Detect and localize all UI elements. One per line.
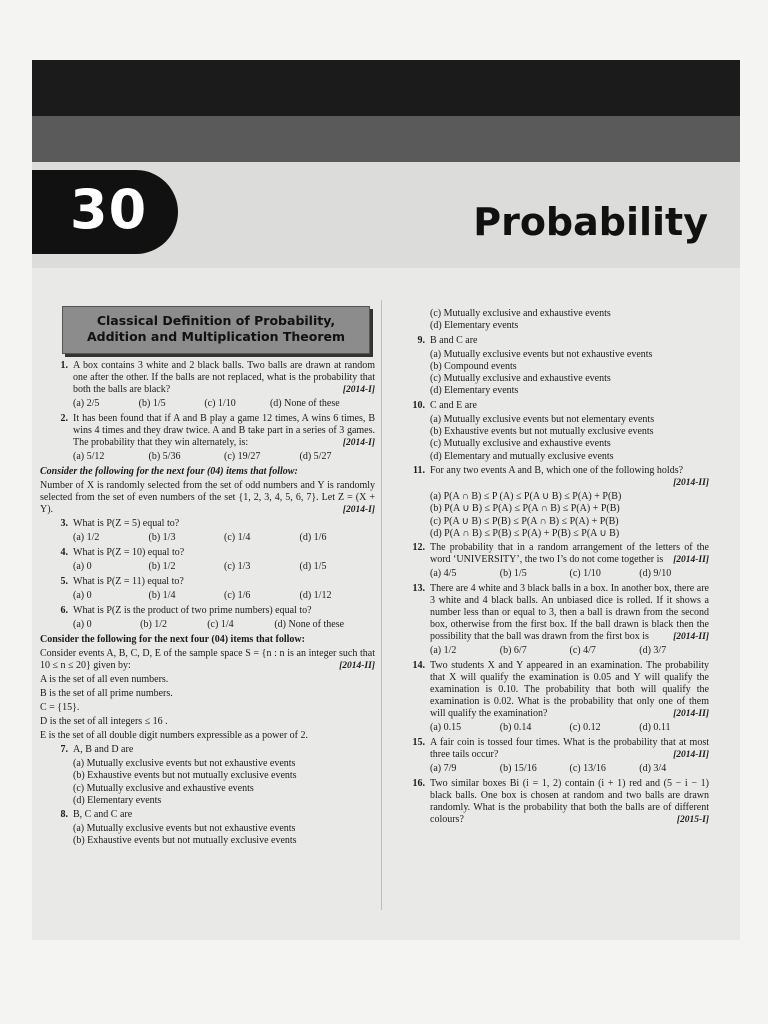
option: (a) 7/9 (430, 763, 457, 775)
option: (a) 1/2 (73, 532, 100, 543)
option: (a) 4/5 (430, 568, 457, 580)
question-number: 3. (60, 518, 68, 529)
header-grey-band (32, 116, 740, 162)
definition: C = {15}. (40, 702, 80, 713)
question-number: 15. (412, 737, 425, 749)
option: (a) Mutually exclusive events but not elementary events (430, 413, 655, 425)
section-title-line1: Classical Definition of Probability, (96, 313, 336, 328)
question-text: The probability that in a random arrangement of the letters of the word ‘UNIVERSITY’, the two I’s do not come together is (430, 542, 709, 566)
passage-2 (40, 648, 375, 672)
options-list (397, 414, 709, 463)
options-row (397, 722, 709, 734)
option: (a) 5/12 (73, 451, 105, 462)
question-text: A fair coin is tossed four times. What is the probability that at most three tails occur? (430, 737, 709, 761)
option: (d) None of these (274, 619, 345, 630)
options-row (397, 763, 709, 775)
year-tag: [2014-II] (673, 632, 709, 643)
option: (d) 3/7 (639, 645, 667, 657)
options-row (40, 590, 375, 602)
option: (a) 0 (73, 590, 92, 601)
option: (c) 1/10 (204, 398, 236, 409)
instruction-2: Consider the following for the next four (04) items that follow: (40, 634, 305, 645)
option: (d) 1/6 (299, 532, 327, 543)
options-row (40, 561, 375, 573)
question-10 (397, 400, 709, 412)
option: (a) 0 (73, 619, 92, 630)
option: (a) 1/2 (430, 645, 457, 657)
option: (d) 9/10 (639, 568, 672, 580)
option: (b) 1/2 (140, 619, 168, 630)
year-tag: [2014-I] (342, 385, 375, 395)
options-row (40, 532, 375, 544)
option: (c) 1/3 (224, 561, 251, 572)
options-row (40, 451, 375, 463)
option: (b) 6/7 (499, 645, 527, 657)
option: (c) 1/4 (224, 532, 251, 543)
question-number: 13. (412, 583, 425, 595)
options-list (40, 823, 375, 848)
question-2 (40, 413, 375, 449)
option: (b) Exhaustive events but not mutually exclusive events (430, 426, 654, 438)
question-text: B, C and C are (73, 809, 133, 821)
definition: A is the set of all even numbers. (40, 674, 169, 685)
question-14 (397, 660, 709, 720)
question-text: A, B and D are (73, 744, 134, 755)
option: (c) P(A ∪ B) ≤ P(B) ≤ P(A ∩ B) ≤ P(A) + P(B) (430, 515, 619, 527)
question-text: For any two events A and B, which one of the following holds? (430, 464, 684, 476)
option: (b) P(A ∪ B) ≤ P(A) ≤ P(A ∩ B) ≤ P(A) + P(B) (430, 503, 620, 515)
question-12 (397, 542, 709, 566)
option: (b) Compound events (430, 360, 517, 372)
passage-1 (40, 480, 375, 516)
options-row (40, 398, 375, 410)
year-tag: [2014-II] (673, 709, 709, 720)
question-8 (40, 809, 375, 821)
option: (b) 1/5 (499, 568, 527, 580)
option: (c) 13/16 (569, 763, 606, 775)
options-list (397, 349, 709, 398)
option: (d) 5/27 (299, 451, 332, 462)
option: (d) P(A ∩ B) ≤ P(B) ≤ P(A) + P(B) ≤ P(A ∪ B) (430, 527, 620, 539)
option: (c) 4/7 (569, 645, 596, 657)
question-16 (397, 778, 709, 826)
option: (d) Elementary events (430, 385, 519, 397)
option: (c) 1/6 (224, 590, 251, 601)
question-number: 2. (60, 413, 68, 424)
question-5 (40, 576, 375, 588)
left-column (40, 360, 375, 850)
option: (a) Mutually exclusive events but not exhaustive events (73, 758, 296, 769)
right-column (397, 308, 709, 828)
question-9 (397, 335, 709, 347)
question-text: Two similar boxes Bi (i = 1, 2) contain (i + 1) red and (5 − i − 1) black balls. One box is chosen at random and two balls are drawn randomly. What is the probability that both the balls are of different colours? (430, 778, 709, 826)
question-text: B and C are (430, 334, 478, 346)
option: (c) 19/27 (224, 451, 261, 462)
question-text: It has been found that if A and B play a game 12 times, A wins 6 times, B wins 4 times and they draw twice. A and B take part in a series of 3 games. The probability that they win alternately, is: (73, 413, 375, 448)
option: (d) Elementary events (73, 794, 162, 806)
question-text: C and E are (430, 399, 477, 411)
year-tag: [2014-I] (342, 438, 375, 448)
option: (c) 1/10 (569, 568, 601, 580)
option: (d) 3/4 (639, 763, 667, 775)
question-13 (397, 583, 709, 643)
year-tag: [2014-I] (342, 505, 375, 515)
year-tag: [2015-I] (676, 815, 709, 826)
option: (d) 0.11 (639, 722, 671, 734)
options-row (397, 645, 709, 657)
question-text: What is P(Z = 10) equal to? (73, 547, 185, 558)
question-number: 4. (60, 547, 68, 558)
question-number: 11. (413, 464, 425, 476)
chapter-title: Probability (473, 200, 708, 244)
question-number: 9. (417, 334, 425, 346)
options-list (40, 758, 375, 807)
option: (d) Elementary and mutually exclusive events (430, 450, 614, 462)
section-title-line2: Addition and Multiplication Theorem (86, 329, 346, 344)
option: (d) None of these (269, 398, 340, 409)
question-number: 16. (412, 778, 425, 790)
option: (a) Mutually exclusive events but not exhaustive events (430, 348, 653, 360)
option: (a) P(A ∩ B) ≤ P (A) ≤ P(A ∪ B) ≤ P(A) + P(B) (430, 490, 622, 502)
options-row (397, 568, 709, 580)
header-dark-band (32, 60, 740, 116)
instruction-1: Consider the following for the next four (04) items that follow: (40, 466, 298, 477)
option: (c) Mutually exclusive and exhaustive events (430, 308, 611, 319)
question-number: 12. (412, 542, 425, 554)
year-tag: [2014-II] (339, 661, 375, 671)
options-list (397, 491, 709, 540)
year-tag: [2014-II] (673, 477, 709, 488)
question-1 (40, 360, 375, 396)
option: (b) 15/16 (499, 763, 537, 775)
question-3 (40, 518, 375, 530)
question-number: 1. (60, 360, 68, 371)
option: (b) 1/2 (148, 561, 176, 572)
option: (b) 1/5 (138, 398, 166, 409)
options-row (40, 619, 375, 631)
question-text: Two students X and Y appeared in an examination. The probability that X will qualify the examination is 0.05 and Y will qualify the examination is 0.10. The probability that both will qualify the examination is 0.02. What is the probability that only one of them will qualify the examination? (430, 660, 709, 720)
question-4 (40, 547, 375, 559)
question-text: A box contains 3 white and 2 black balls. Two balls are drawn at random one after the other. If the balls are not replaced, what is the probability that both the balls are black? (73, 360, 375, 395)
question-number: 6. (60, 605, 68, 616)
option: (c) 1/4 (207, 619, 234, 630)
column-divider (381, 300, 382, 910)
option: (b) 1/4 (148, 590, 176, 601)
question-15 (397, 737, 709, 761)
option: (b) Exhaustive events but not mutually exclusive events (73, 835, 297, 847)
option: (c) Mutually exclusive and exhaustive events (73, 782, 254, 794)
option: (a) Mutually exclusive events but not exhaustive events (73, 823, 296, 835)
option: (c) Mutually exclusive and exhaustive events (430, 373, 611, 385)
question-6 (40, 605, 375, 617)
year-tag: [2014-II] (673, 555, 709, 566)
question-text: What is P(Z is the product of two prime numbers) equal to? (73, 605, 312, 616)
option: (a) 0 (73, 561, 92, 572)
option: (d) Elementary events (430, 320, 519, 332)
question-number: 7. (60, 744, 68, 755)
question-number: 14. (412, 660, 425, 672)
options-list (397, 308, 709, 333)
option: (c) 0.12 (569, 722, 601, 734)
option: (d) 1/12 (299, 590, 332, 601)
option: (a) 0.15 (430, 722, 462, 734)
option: (b) 5/36 (148, 451, 181, 462)
question-11 (397, 465, 709, 489)
option: (c) Mutually exclusive and exhaustive events (430, 438, 611, 450)
definition: D is the set of all integers ≤ 16 . (40, 716, 168, 727)
question-number: 10. (412, 399, 425, 411)
section-heading (62, 306, 370, 354)
definition: B is the set of all prime numbers. (40, 688, 173, 699)
chapter-number: 30 (70, 178, 148, 241)
question-number: 8. (60, 809, 68, 821)
question-number: 5. (60, 576, 68, 587)
option: (a) 2/5 (73, 398, 100, 409)
option: (b) 0.14 (499, 722, 532, 734)
year-tag: [2014-II] (673, 750, 709, 761)
passage-text: Number of X is randomly selected from the set of odd numbers and Y is randomly selected from the set of even numbers of the set {1, 2, 3, 4, 5, 6, 7}. Let Z = (X + Y). (40, 480, 375, 515)
question-7 (40, 744, 375, 756)
question-text: There are 4 white and 3 black balls in a box. In another box, there are 3 white and 4 black balls. An unbiased dice is rolled. If it shows a number less than or equal to 3, then a ball is drawn from the second box, otherwise from the first box. If the ball drawn is black then the possibility that the ball was drawn from the first box is (430, 583, 709, 643)
passage-text: Consider events A, B, C, D, E of the sample space S = {n : n is an integer such that 10 ≤ n ≤ 20} given by: (40, 648, 375, 671)
question-text: What is P(Z = 5) equal to? (73, 518, 180, 529)
option: (d) 1/5 (299, 561, 327, 572)
question-text: What is P(Z = 11) equal to? (73, 576, 184, 587)
option: (b) Exhaustive events but not mutually exclusive events (73, 770, 297, 782)
definition: E is the set of all double digit numbers expressible as a power of 2. (40, 730, 308, 741)
option: (b) 1/3 (148, 532, 176, 543)
